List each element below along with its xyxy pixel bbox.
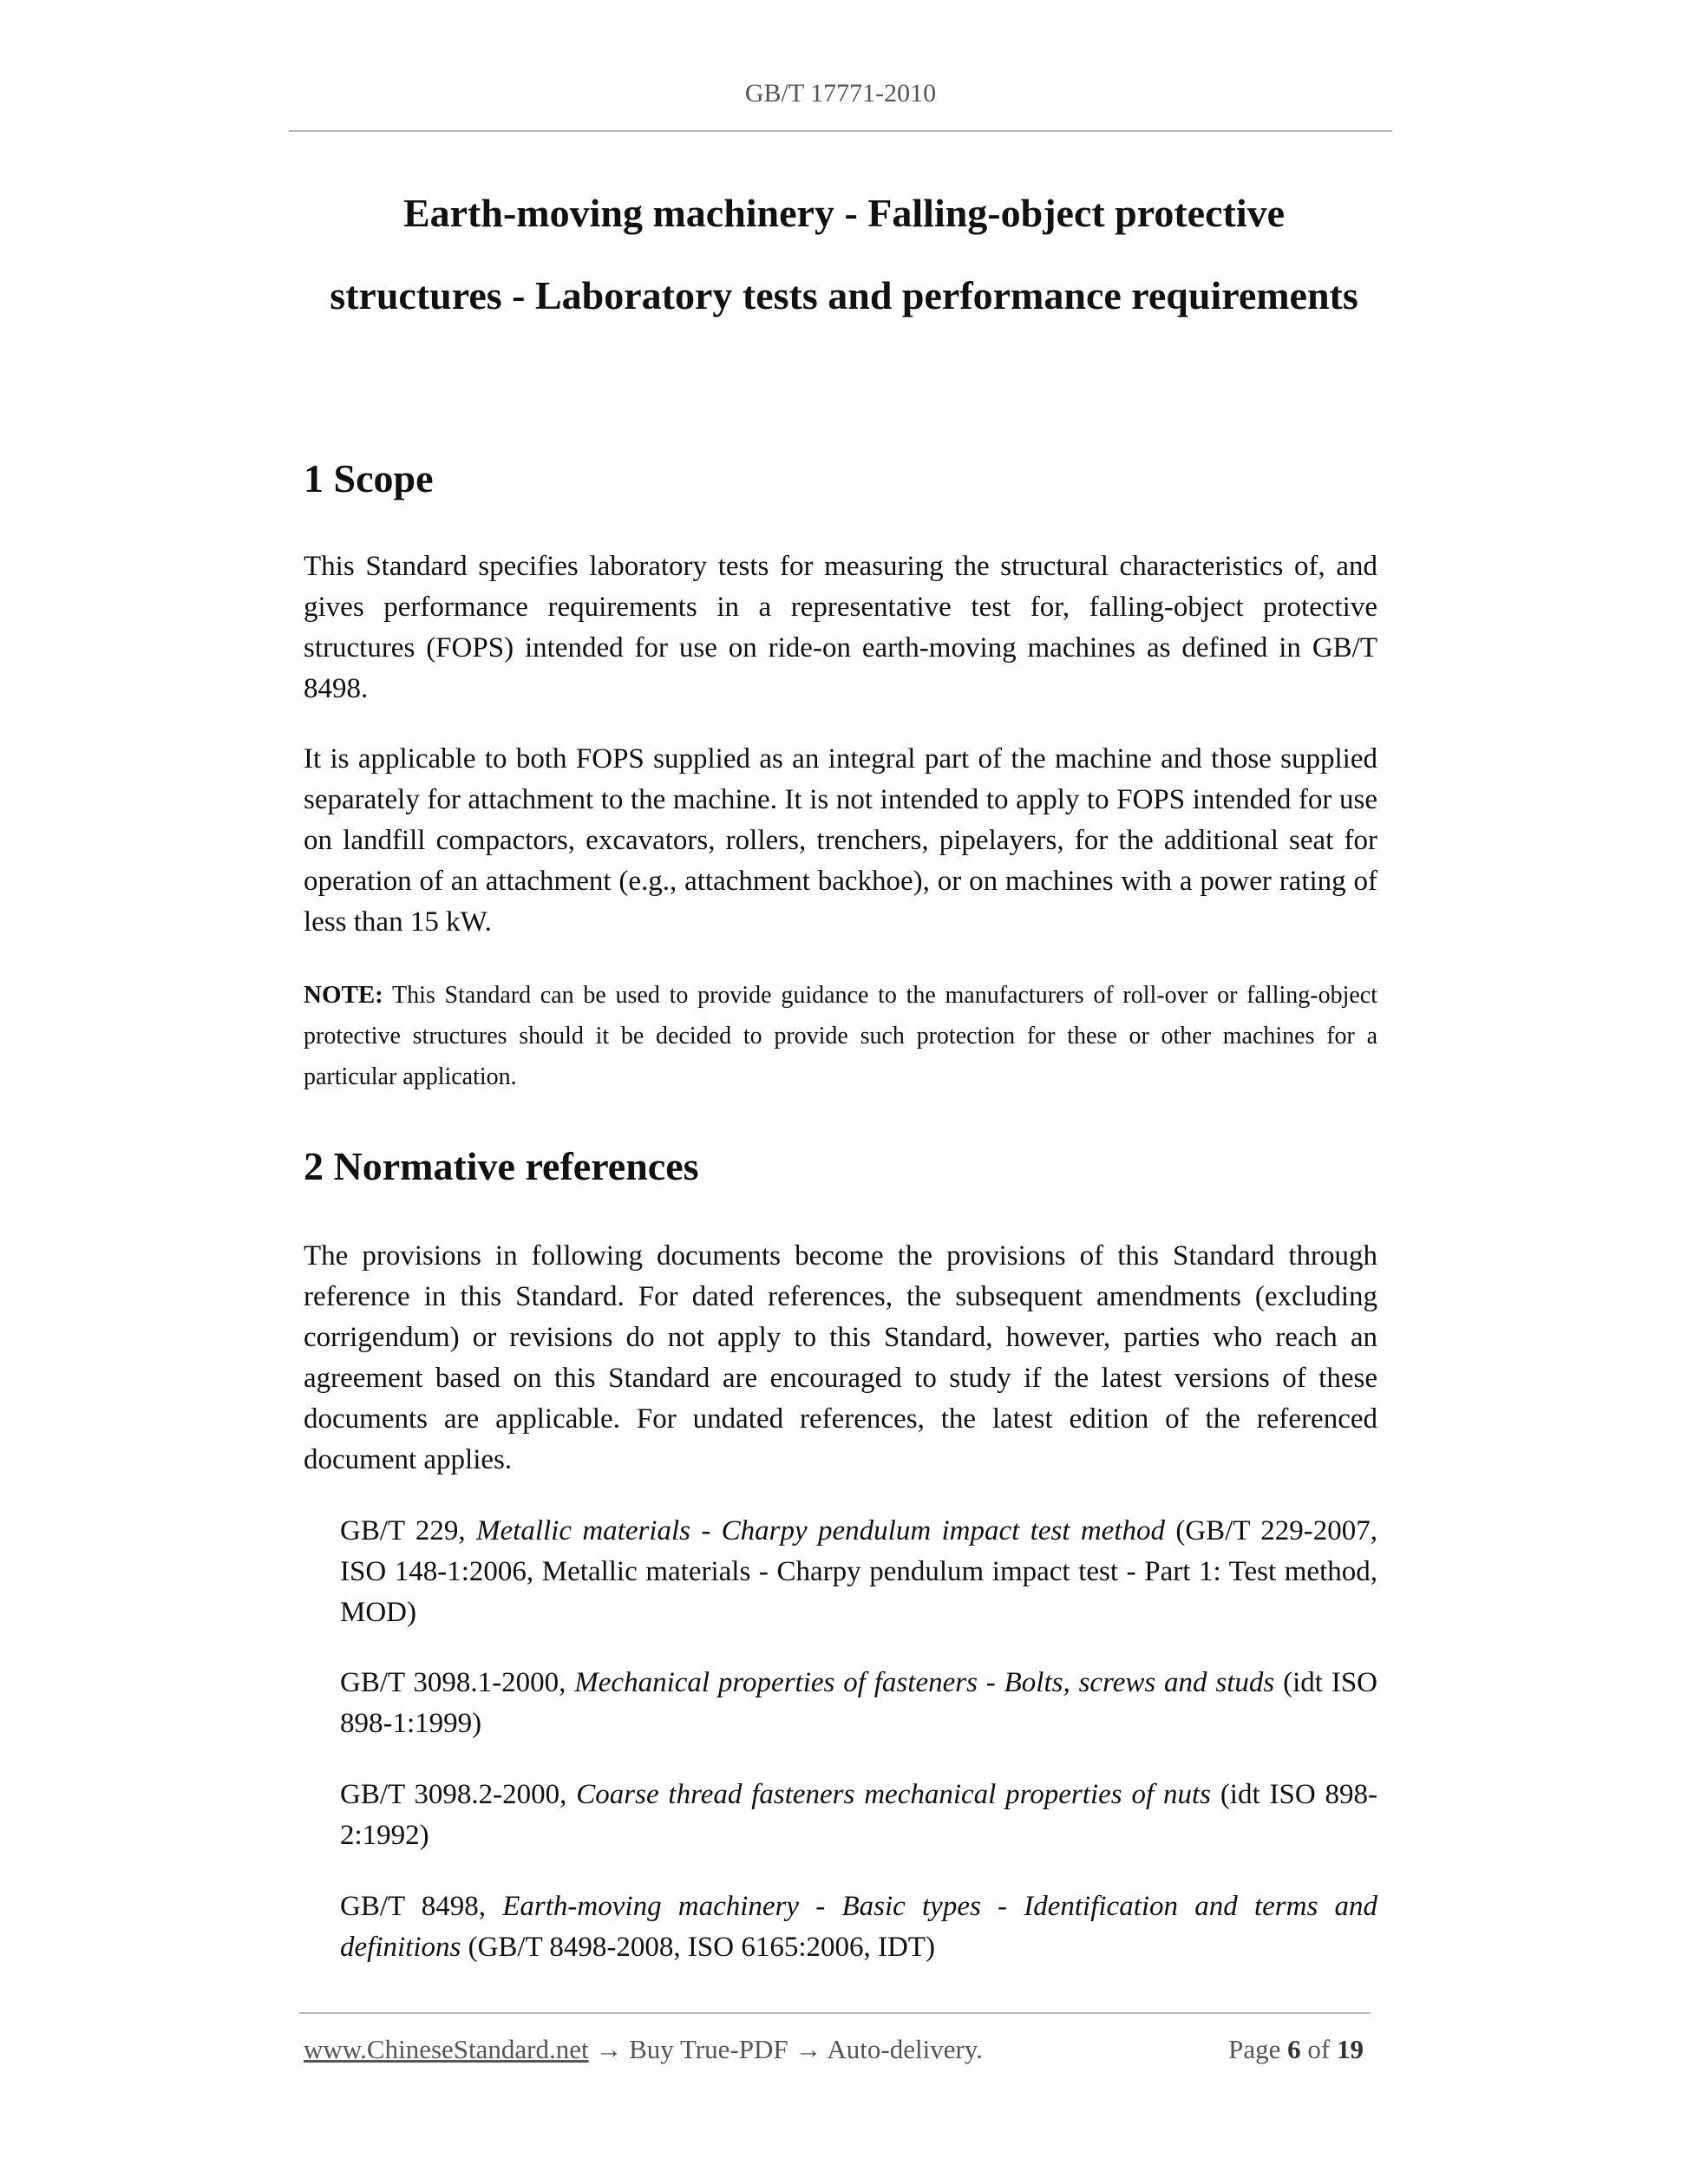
total-pages: 19 [1337, 2034, 1364, 2064]
buy-pdf-text: Buy True-PDF [629, 2034, 788, 2064]
scope-note [304, 975, 1377, 1097]
note-label: NOTE: [304, 981, 383, 1009]
footer-promo [304, 2028, 983, 2071]
reference-detail: (GB/T 8498-2008, ISO 6165:2006, IDT) [461, 1932, 935, 1963]
auto-delivery-text: Auto-delivery. [827, 2034, 984, 2064]
reference-title: Metallic materials - Charpy pendulum impact test method [476, 1515, 1165, 1546]
page-number [1228, 2028, 1364, 2071]
references-intro: The provisions in following documents become the provisions of this Standard through reference in this Standard. For dated references, the subsequent amendments (excluding corrigendum) or revisions do not apply to this Standard, however, parties who reach an agreement based on this Standard are encouraged to study if the latest versions of these documents are applicable. For undated references, the latest edition of the referenced document applies. [304, 1240, 1377, 1475]
reference-item [340, 1511, 1377, 1633]
page-footer [304, 2028, 1371, 2071]
scope-paragraph-2: It is applicable to both FOPS supplied as an integral part of the machine and those supplied separately for attachment to the machine. It is not intended to apply to FOPS intended for use on landfill compactors, excavators, rollers, trenchers, pipelayers, for the additional seat for operation of an attachment (e.g., attachment backhoe), or on machines with a power rating of less than 15 kW. [304, 743, 1377, 938]
reference-item [340, 1775, 1377, 1856]
section-heading-scope: 1 Scope [304, 456, 434, 500]
current-page: 6 [1287, 2034, 1301, 2064]
reference-item [340, 1663, 1377, 1744]
reference-title: Earth-moving machinery - Basic types - Identification and terms and definitions [340, 1891, 1378, 1963]
reference-code: GB/T 3098.1-2000, [340, 1667, 575, 1698]
reference-detail: (GB/T 229-2007, ISO 148-1:2006, Metallic materials - Charpy pendulum impact test - Part 1: Test method, MOD) [340, 1515, 1377, 1628]
arrow-right-icon: → [788, 2034, 828, 2064]
page-label: Page [1228, 2034, 1288, 2064]
reference-code: GB/T 8498, [340, 1891, 503, 1922]
arrow-right-icon: → [588, 2034, 630, 2064]
page-header [289, 71, 1392, 132]
section-heading-normative-references: 2 Normative references [304, 1144, 699, 1188]
reference-code: GB/T 3098.2-2000, [340, 1779, 577, 1810]
reference-detail: (idt ISO 898-1:1999) [340, 1667, 1378, 1739]
of-label: of [1300, 2034, 1337, 2064]
note-text: This Standard can be used to provide guidance to the manufacturers of roll-over or falling-object protective structures should it be decided to provide such protection for these or other machines for a particular application. [304, 982, 1377, 1090]
website-link[interactable]: www.ChineseStandard.net [304, 2034, 589, 2064]
reference-detail: (idt ISO 898-2:1992) [340, 1779, 1377, 1851]
title-line-2: structures - Laboratory tests and performance requirements [330, 273, 1358, 317]
reference-title: Mechanical properties of fasteners - Bolts, screws and studs [574, 1667, 1275, 1698]
title-line-1: Earth-moving machinery - Falling-object protective [402, 191, 1286, 235]
document-id: GB/T 17771-2010 [744, 79, 937, 108]
reference-title: Coarse thread fasteners mechanical properties of nuts [576, 1779, 1211, 1810]
document-title [260, 172, 1428, 337]
scope-paragraph-1: This Standard specifies laboratory tests for measuring the structural characteristics of, and gives performance requirements in a representative test for, falling-object protective structures (FOPS) intended for use on ride-on earth-moving machines as defined in GB/T 8498. [304, 551, 1377, 704]
reference-item [340, 1886, 1377, 1968]
footer-divider [299, 2012, 1371, 2014]
reference-code: GB/T 229, [340, 1515, 477, 1546]
